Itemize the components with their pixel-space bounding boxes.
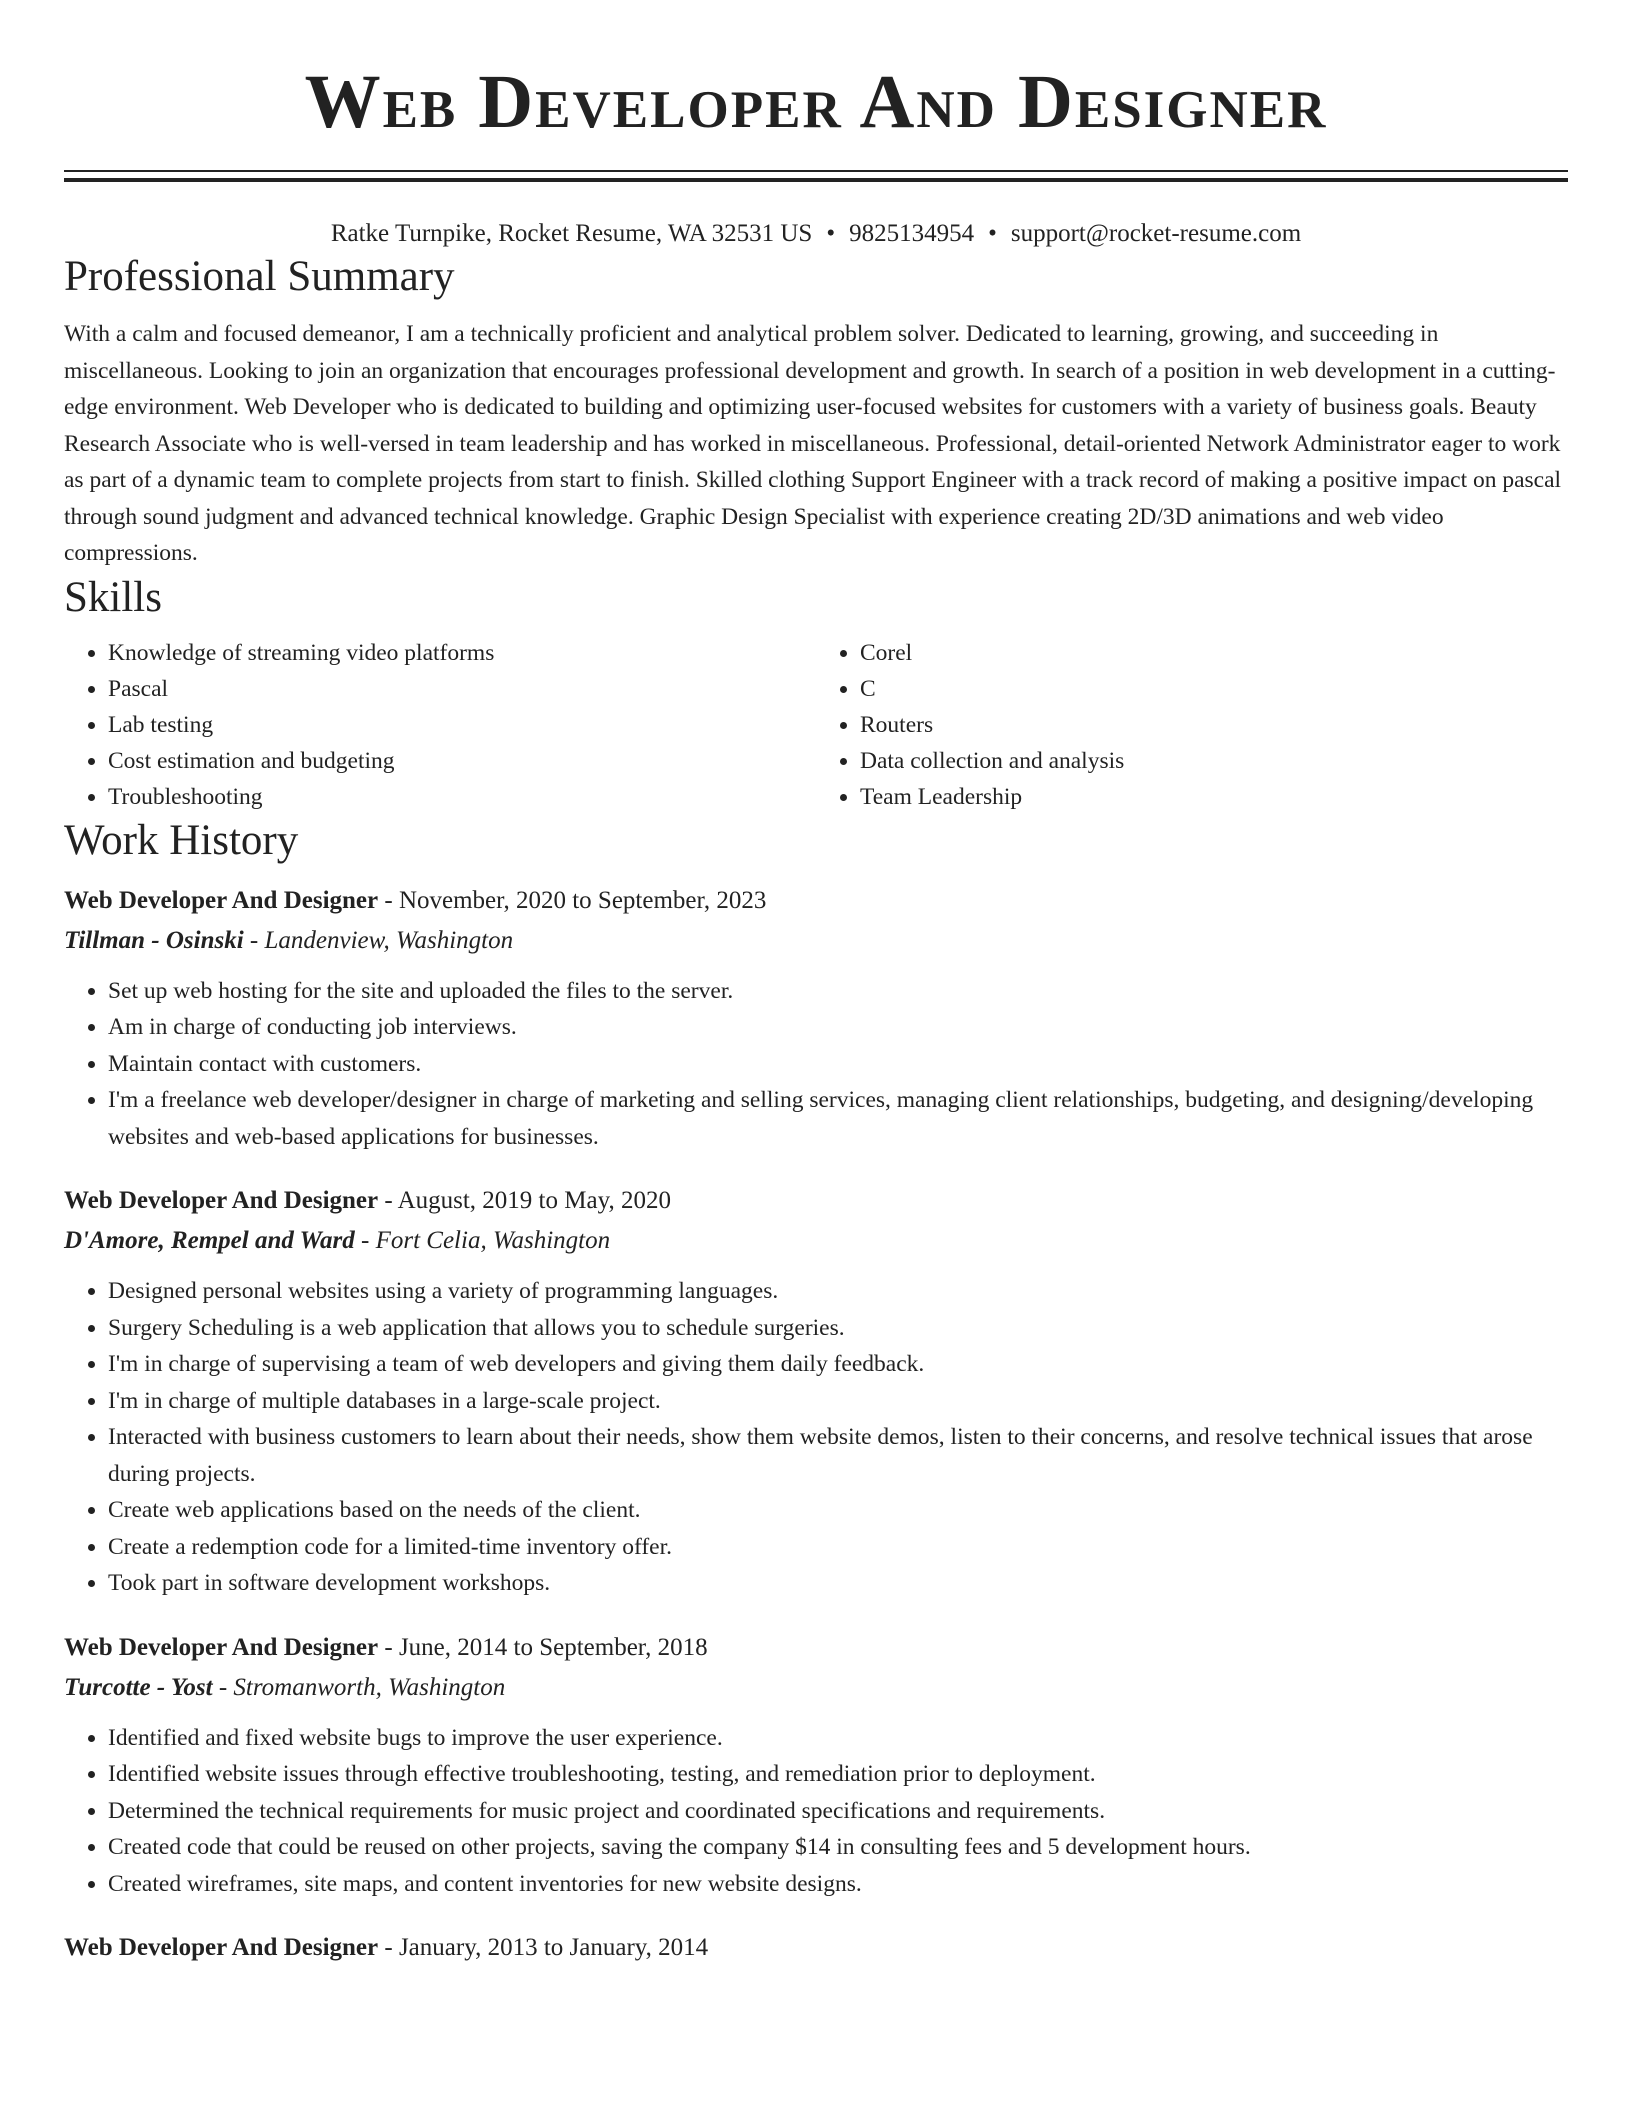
contact-email: support@rocket-resume.com <box>1010 220 1302 247</box>
job-title: Web Developer And Designer <box>64 1934 379 1962</box>
summary-text: With a calm and focused demeanor, I am a technically proficient and analytical problem solver. Dedicated to learning, growing, and succeeding in miscellaneous. Looking to join an organization that encourages professional development and growth. In search of a position in web development in a cutting-edge environment. Web Developer who is dedicated to building and optimizing user-focused websites for customers with a variety of business goals. Beauty Research Associate who is well-versed in team leadership and has worked in miscellaneous. Professional, detail-oriented Network Administrator eager to work as part of a dynamic team to complete projects from start to finish. Skilled clothing Support Engineer with a track record of making a positive impact on pascal through sound judgment and advanced technical knowledge. Graphic Design Specialist with experience creating 2D/3D animations and web video compressions. <box>64 321 1562 567</box>
job-entry <box>64 1181 1568 1602</box>
job-company-line <box>64 1221 1568 1261</box>
job-title-line <box>64 1928 1568 1968</box>
skills-column-right <box>816 635 1568 815</box>
work-history-heading: Work History <box>64 817 299 865</box>
job-bullets <box>64 973 1568 1156</box>
job-company: D'Amore, Rempel and Ward <box>64 1227 355 1255</box>
job-bullet: • I'm in charge of multiple databases in a large-scale project. <box>108 1383 1568 1420</box>
skill-item: • Troubleshooting <box>108 779 816 815</box>
job-bullet: • I'm in charge of supervising a team of web developers and giving them daily feedback. <box>108 1346 1568 1383</box>
job-title: Web Developer And Designer <box>64 1187 379 1215</box>
job-bullet: • Am in charge of conducting job interviews. <box>108 1009 1568 1046</box>
job-bullet: • Identified website issues through effective troubleshooting, testing, and remediation prior to deployment. <box>108 1756 1568 1793</box>
job-title: Web Developer And Designer <box>64 886 379 914</box>
skill-item: • Pascal <box>108 671 816 707</box>
contact-separator: • <box>988 220 997 247</box>
skill-item: • C <box>860 671 1568 707</box>
job-bullet: • Identified and fixed website bugs to improve the user experience. <box>108 1720 1568 1757</box>
job-location: - Fort Celia, Washington <box>354 1227 611 1255</box>
job-entry <box>64 1928 1568 1968</box>
job-title-line <box>64 1181 1568 1221</box>
skill-item: • Routers <box>860 707 1568 743</box>
job-dates: - November, 2020 to September, 2023 <box>378 886 767 914</box>
job-bullet: • Designed personal websites using a variety of programming languages. <box>108 1273 1568 1310</box>
skills-heading: Skills <box>64 573 162 621</box>
job-title: Web Developer And Designer <box>64 1633 379 1661</box>
summary-heading: Professional Summary <box>64 252 455 300</box>
job-bullet: • Determined the technical requirements for music project and coordinated specifications and requirements. <box>108 1793 1568 1830</box>
job-company-line <box>64 921 1568 961</box>
job-title-line <box>64 881 1568 921</box>
skill-item: • Lab testing <box>108 707 816 743</box>
job-bullet: • Create web applications based on the needs of the client. <box>108 1492 1568 1529</box>
job-dates: - August, 2019 to May, 2020 <box>378 1187 671 1215</box>
job-bullet: • Maintain contact with customers. <box>108 1046 1568 1083</box>
job-location: - Stromanworth, Washington <box>212 1673 506 1701</box>
skills-list <box>64 635 1568 815</box>
job-bullet: • I'm a freelance web developer/designer in charge of marketing and selling services, managing client relationships, budgeting, and designing/developing websites and web-based applications for businesses. <box>108 1082 1568 1155</box>
job-bullets <box>64 1720 1568 1903</box>
skill-item: • Cost estimation and budgeting <box>108 743 816 779</box>
skill-item: • Data collection and analysis <box>860 743 1568 779</box>
job-company-line <box>64 1668 1568 1708</box>
job-entry <box>64 1628 1568 1903</box>
contact-phone: 9825134954 <box>849 220 975 247</box>
divider-thick-line <box>64 178 1568 182</box>
divider-thin-line <box>64 170 1568 172</box>
job-bullet: • Surgery Scheduling is a web application that allows you to schedule surgeries. <box>108 1310 1568 1347</box>
job-entry <box>64 881 1568 1156</box>
skill-item: • Knowledge of streaming video platforms <box>108 635 816 671</box>
job-company: Turcotte - Yost <box>64 1673 213 1701</box>
job-bullet: • Interacted with business customers to learn about their needs, show them website demos, listen to their concerns, and resolve technical issues that arose during projects. <box>108 1419 1568 1492</box>
title-divider <box>64 170 1568 182</box>
contact-line <box>64 218 1568 251</box>
resume-title: Web Developer And Designer <box>304 60 1328 144</box>
skills-column-left <box>64 635 816 815</box>
job-title-line <box>64 1628 1568 1668</box>
job-dates: - January, 2013 to January, 2014 <box>378 1934 709 1962</box>
job-dates: - June, 2014 to September, 2018 <box>378 1633 708 1661</box>
job-location: - Landenview, Washington <box>243 926 514 954</box>
job-bullet: • Created wireframes, site maps, and content inventories for new website designs. <box>108 1866 1568 1903</box>
job-bullet: • Took part in software development workshops. <box>108 1565 1568 1602</box>
contact-separator: • <box>826 220 836 247</box>
job-bullet: • Create a redemption code for a limited-time inventory offer. <box>108 1529 1568 1566</box>
skill-item: • Corel <box>860 635 1568 671</box>
job-company: Tillman - Osinski <box>64 926 244 954</box>
job-bullet: • Created code that could be reused on other projects, saving the company $14 in consulting fees and 5 development hours. <box>108 1829 1568 1866</box>
skill-item: • Team Leadership <box>860 779 1568 815</box>
job-bullets <box>64 1273 1568 1602</box>
contact-address: Ratke Turnpike, Rocket Resume, WA 32531 US <box>330 220 813 247</box>
job-bullet: • Set up web hosting for the site and uploaded the files to the server. <box>108 973 1568 1010</box>
